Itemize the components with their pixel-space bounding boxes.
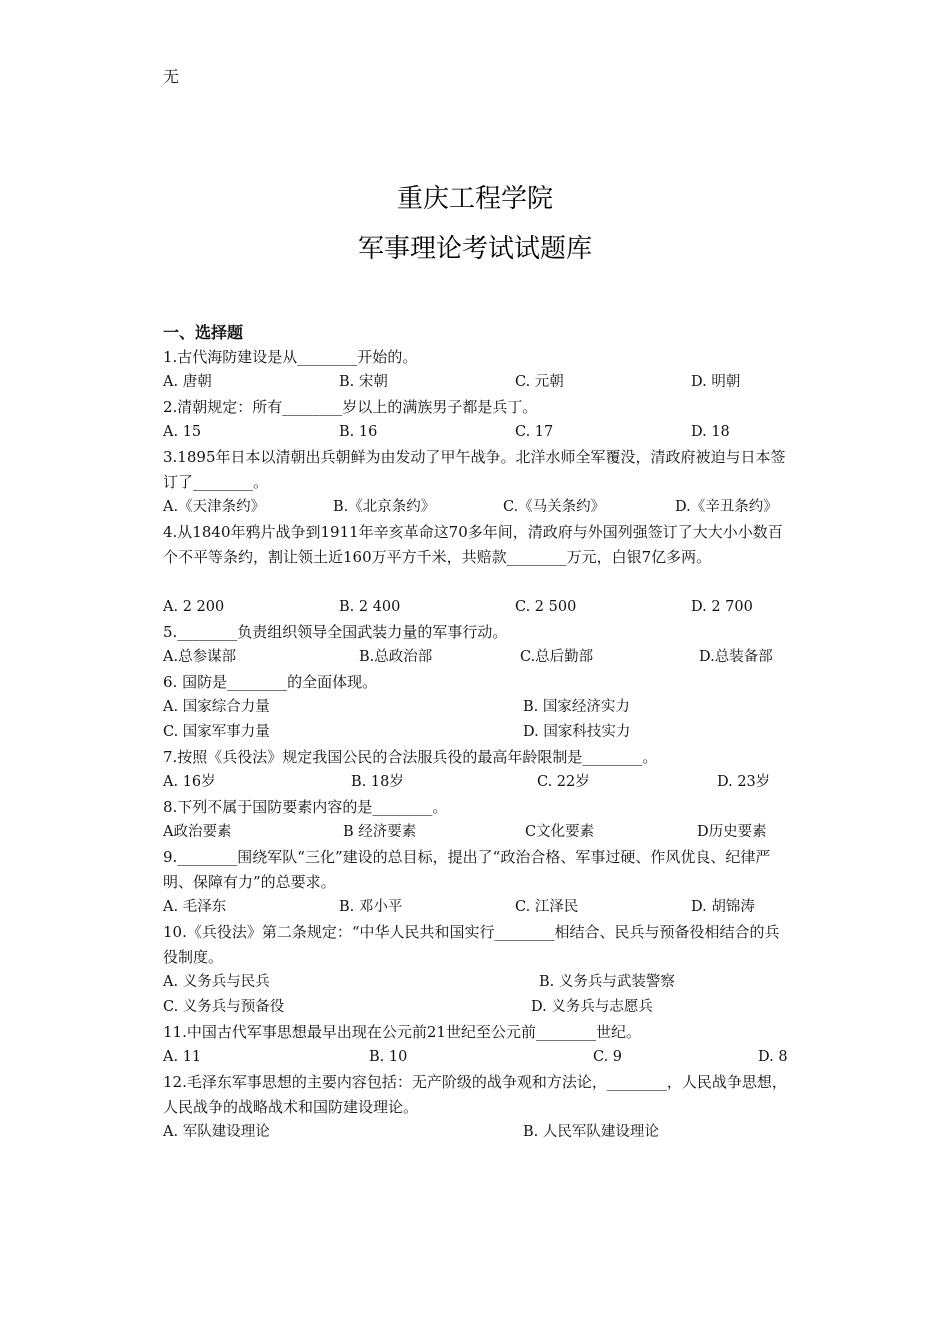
options-8: [163, 820, 803, 845]
option-b: B.总政治部: [359, 649, 433, 665]
option-b: B. 16: [339, 424, 378, 440]
option-c: C. 国家军事力量: [163, 724, 270, 740]
options-6-row1: [163, 695, 803, 720]
option-a: A.总参谋部: [163, 649, 237, 665]
options-1: [163, 370, 803, 395]
option-b: B. 义务兵与武装警察: [539, 974, 675, 990]
corner-text: 无: [163, 67, 180, 86]
option-b: B.《北京条约》: [333, 499, 436, 515]
options-4: [163, 595, 803, 620]
option-b: B. 2 400: [339, 599, 401, 615]
option-a: A. 军队建设理论: [163, 1124, 270, 1140]
option-a: A. 11: [163, 1049, 202, 1065]
option-b: B. 宋朝: [339, 374, 388, 390]
option-c: C. 22岁: [537, 774, 590, 790]
option-a: A. 2 200: [163, 599, 225, 615]
option-b: B. 10: [369, 1049, 408, 1065]
question-1: 1.古代海防建设是从________开始的。: [163, 348, 418, 366]
option-c: C. 元朝: [515, 374, 564, 390]
question-12: 12.毛泽东军事思想的主要内容包括：无产阶级的战争观和方法论，________，人民战争思想，人民战争的战略战术和国防建设理论。: [163, 1073, 787, 1116]
question-2: 2.清朝规定：所有________岁以上的满族男子都是兵丁。: [163, 398, 538, 416]
option-c: C.《马关条约》: [503, 499, 606, 515]
option-c: C. 17: [515, 424, 554, 440]
option-b: B 经济要素: [343, 824, 417, 840]
option-d: D. 国家科技实力: [523, 724, 631, 740]
question-3: 3.1895年日本以清朝出兵朝鲜为由发动了甲午战争。北洋水师全军覆没，清政府被迫与日本签订了________。: [163, 448, 786, 491]
option-c: C. 义务兵与预备役: [163, 999, 285, 1015]
option-b: B. 人民军队建设理论: [523, 1124, 659, 1140]
question-6: 6. 国防是________的全面体现。: [163, 673, 378, 691]
option-d: D.《辛丑条约》: [675, 499, 778, 515]
question-9: 9.________围绕军队“三化”建设的总目标，提出了“政治合格、军事过硬、作风优良、纪律严明、保障有力”的总要求。: [163, 848, 771, 891]
option-d: D. 2 700: [691, 599, 753, 615]
option-a: A.《天津条约》: [163, 499, 266, 515]
question-4: 4.从1840年鸦片战争到1911年辛亥革命这70多年间，清政府与外国列强签订了大大小小数百个不平等条约，割让领土近160万平方千米，共赔款________万元，白银7亿多两。: [163, 523, 783, 566]
options-11: [163, 1045, 803, 1070]
option-d: D. 胡锦涛: [691, 899, 755, 915]
school-title: 重庆工程学院: [396, 184, 553, 214]
options-3: [163, 495, 803, 520]
option-a: A. 16岁: [163, 774, 216, 790]
option-c: C.总后勤部: [520, 649, 594, 665]
question-5: 5.________负责组织领导全国武装力量的军事行动。: [163, 623, 508, 641]
option-a: A政治要素: [163, 824, 232, 840]
option-d: D. 18: [691, 424, 730, 440]
option-d: D. 明朝: [691, 374, 741, 390]
document-title: 军事理论考试试题库: [357, 234, 592, 264]
question-7: 7.按照《兵役法》规定我国公民的合法服兵役的最高年龄限制是________。: [163, 748, 658, 766]
options-10-row2: [163, 995, 803, 1020]
option-b: B. 18岁: [351, 774, 404, 790]
options-6-row2: [163, 720, 803, 745]
section-heading: 一、选择题: [163, 323, 244, 342]
option-c: C. 9: [593, 1049, 623, 1065]
option-d: D. 8: [758, 1049, 788, 1065]
option-d: D历史要素: [697, 824, 767, 840]
question-11: 11.中国古代军事思想最早出现在公元前21世纪至公元前________世纪。: [163, 1023, 641, 1041]
option-b: B. 邓小平: [339, 899, 403, 915]
option-a: A. 义务兵与民兵: [163, 974, 270, 990]
options-7: [163, 770, 803, 795]
option-a: A. 唐朝: [163, 374, 212, 390]
option-d: D.总装备部: [699, 649, 773, 665]
options-5: [163, 645, 803, 670]
options-12: [163, 1120, 803, 1145]
option-b: B. 国家经济实力: [523, 699, 630, 715]
option-d: D. 义务兵与志愿兵: [531, 999, 653, 1015]
option-a: A. 毛泽东: [163, 899, 227, 915]
options-9: [163, 895, 803, 920]
options-2: [163, 420, 803, 445]
options-10-row1: [163, 970, 803, 995]
option-a: A. 国家综合力量: [163, 699, 270, 715]
option-c: C. 江泽民: [515, 899, 579, 915]
option-a: A. 15: [163, 424, 202, 440]
question-10: 10.《兵役法》第二条规定：“中华人民共和国实行________相结合、民兵与预备役相结合的兵役制度。: [163, 923, 780, 966]
option-d: D. 23岁: [717, 774, 771, 790]
option-c: C. 2 500: [515, 599, 577, 615]
question-8: 8.下列不属于国防要素内容的是________。: [163, 798, 448, 816]
option-c: C文化要素: [525, 824, 595, 840]
